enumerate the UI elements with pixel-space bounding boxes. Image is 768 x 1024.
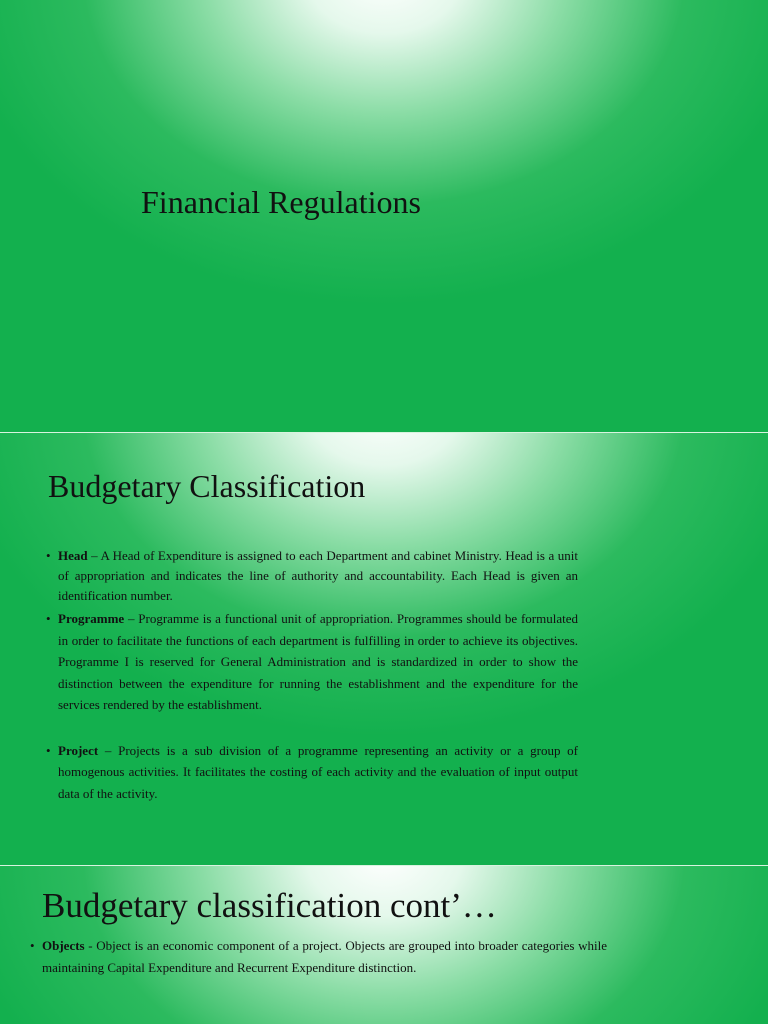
slide-1 — [0, 0, 768, 432]
bullet-term: Project — [58, 742, 99, 758]
slide-divider — [0, 432, 768, 433]
slide-3-bullet-list — [30, 935, 607, 978]
bullet-head — [46, 546, 578, 606]
bullet-text: – Programme is a functional unit of appropriation. Programmes should be formulated in order to facilitate the functions of each department is fulfilling in order to achieve its objectives. Programme I is reserved for General Administration and is standardized in order to show the distinction between the expenditure for running the establishment and the expenditure for the services rendered by the establishment. — [58, 611, 578, 712]
slide-3 — [0, 865, 768, 1024]
bullet-project — [46, 740, 578, 805]
bullet-objects — [30, 935, 607, 978]
slide-2-title: Budgetary Classification — [48, 468, 366, 504]
bullet-term: Head — [58, 548, 88, 563]
bullet-term: Programme — [58, 611, 125, 626]
slide-1-title: Financial Regulations — [141, 184, 421, 220]
slide-2-bullet-list — [46, 546, 578, 804]
bullet-programme — [46, 608, 578, 716]
bullet-text: – A Head of Expenditure is assigned to each Department and cabinet Ministry. Head is a unit of appropriation and indicates the line of authority and accountability. Each Head is given an identification number. — [58, 548, 578, 603]
bullet-dot: • — [46, 742, 51, 758]
slide-3-title: Budgetary classification cont’… — [42, 886, 497, 925]
bullet-term: Objects — [42, 938, 85, 953]
slide-divider — [0, 865, 768, 866]
bullet-dot: • — [46, 611, 51, 626]
slide-2 — [0, 432, 768, 865]
bullet-dot: • — [30, 938, 35, 953]
bullet-text: - Object is an economic component of a project. Objects are grouped into broader categories while maintaining Capital Expenditure and Recurrent Expenditure distinction. — [42, 938, 607, 975]
bullet-text: – Projects is a sub division of a programme representing an activity or a group of homogenous activities. It facilitates the costing of each activity and the evaluation of input output data of the activity. — [58, 742, 578, 801]
bullet-dot: • — [46, 548, 51, 563]
